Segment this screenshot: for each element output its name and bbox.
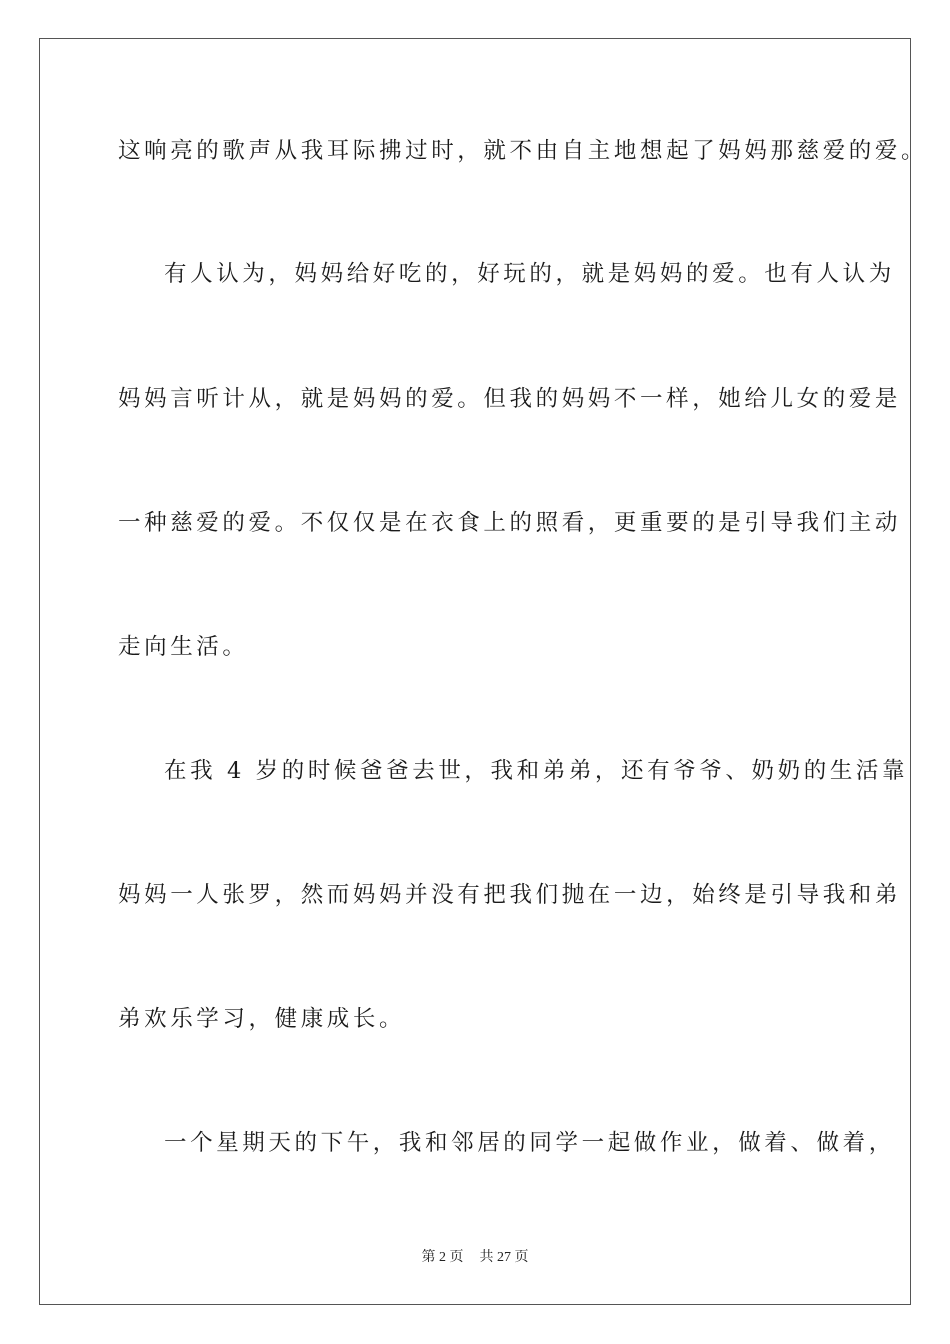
text-line-5: 走向生活。: [118, 634, 249, 660]
text-line-4: 一种慈爱的爱。不仅仅是在衣食上的照看，更重要的是引导我们主动: [118, 510, 902, 536]
text-line-2: 有人认为，妈妈给好吃的，好玩的，就是妈妈的爱。也有人认为: [164, 261, 895, 287]
text-line-3: 妈妈言听计从，就是妈妈的爱。但我的妈妈不一样，她给儿女的爱是: [118, 386, 902, 412]
total-pages: 共 27 页: [479, 1250, 529, 1265]
page-footer: [0, 1246, 950, 1266]
text-line-1: 这响亮的歌声从我耳际拂过时，就不由自主地想起了妈妈那慈爱的爱。: [118, 138, 928, 164]
text-line-7: 妈妈一人张罗，然而妈妈并没有把我们抛在一边，始终是引导我和弟: [118, 882, 902, 908]
text-line-9: 一个星期天的下午，我和邻居的同学一起做作业，做着、做着，: [164, 1130, 895, 1156]
text-line-8: 弟欢乐学习，健康成长。: [118, 1006, 406, 1032]
page-number: 第 2 页: [421, 1250, 464, 1265]
page-border: [39, 38, 928, 1305]
text-line-6: 在我 4 岁的时候爸爸去世，我和弟弟，还有爷爷、奶奶的生活靠: [164, 758, 909, 784]
